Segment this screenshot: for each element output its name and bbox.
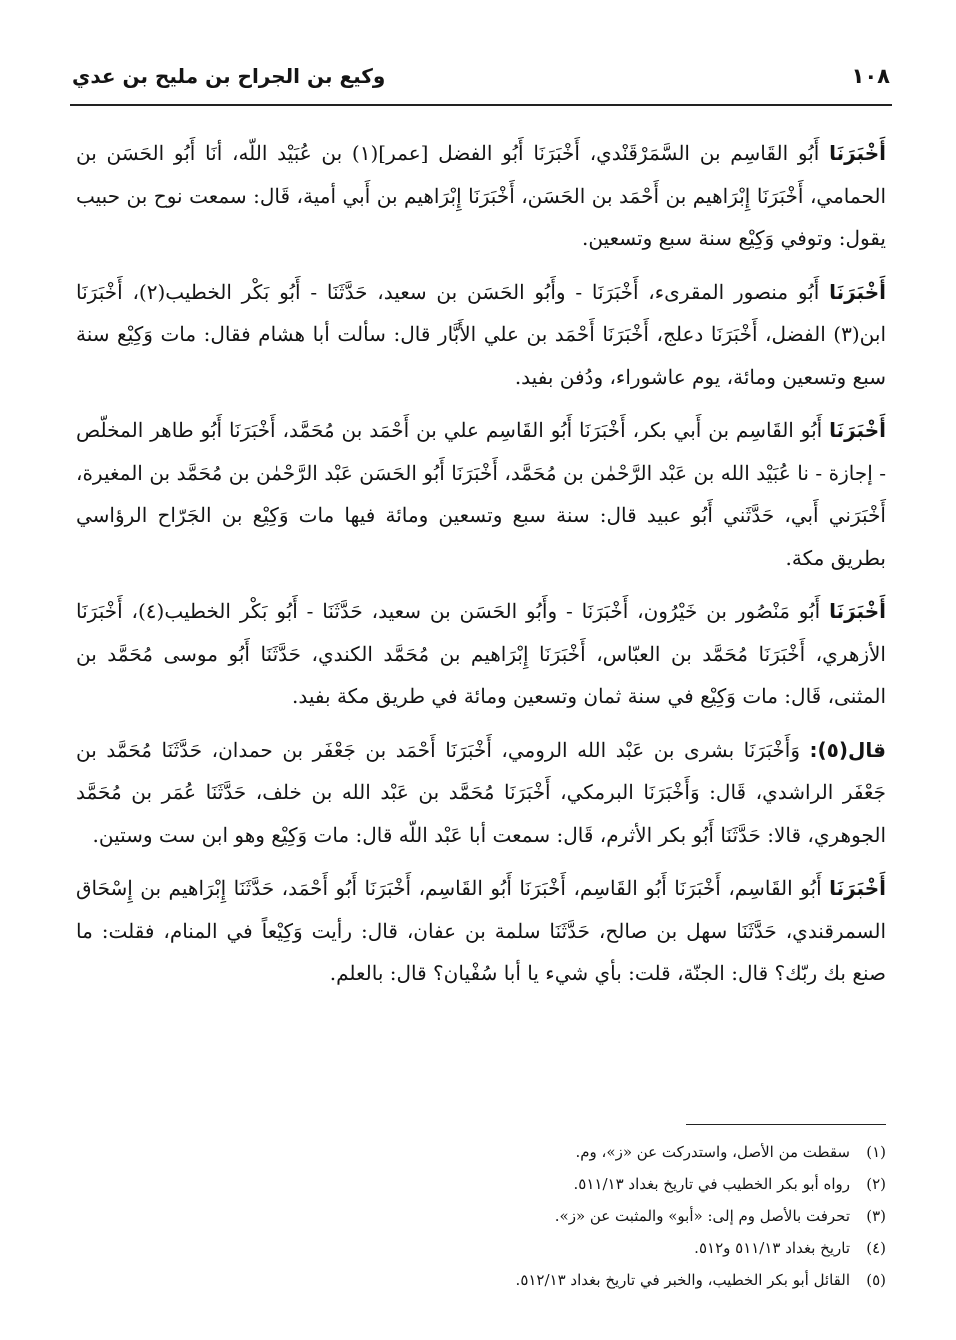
footnote-number: (٣) bbox=[866, 1207, 886, 1225]
paragraph-text: وَأَخْبَرَنَا بشرى بن عَبْد الله الرومي، أَخْبَرَنَا أَحْمَد بن جَعْفَر بن حمدان، حَدَّثَنَا مُحَمَّد بن جَعْفَر الراشدي، قَال: وَأَخْبَرَنَا البرمكي، أَخْبَرَنَا مُحَمَّد بن عَبْد الله بن خلف، حَدَّثَنَا عُمَر بن مُحَمَّد الجوهري، قالا: حَدَّثَنَا أَبُو بكر الأثرم، قَال: سمعت أبا عَبْد اللّه قال: مات وَكِيْع وهو ابن ست وستين. bbox=[76, 737, 886, 847]
footnotes bbox=[76, 1136, 886, 1296]
paragraph-lead: أَخْبَرَنَا bbox=[829, 599, 886, 623]
footnote-text: القائل أبو بكر الخطيب، والخبر في تاريخ بغداد ٥١٢/١٣. bbox=[515, 1271, 850, 1289]
paragraph-lead: أَخْبَرَنَا bbox=[829, 279, 886, 304]
main-text bbox=[76, 132, 886, 1006]
header-rule bbox=[70, 104, 892, 106]
footnote-3 bbox=[76, 1200, 886, 1232]
footnote-number: (١) bbox=[866, 1143, 886, 1161]
footnote-number: (٥) bbox=[866, 1271, 886, 1289]
footnote-text: سقطت من الأصل، واستدركت عن «ز»، وم. bbox=[575, 1143, 850, 1161]
page-number: ١٠٨ bbox=[851, 64, 890, 88]
footnote-number: (٤) bbox=[866, 1239, 886, 1257]
paragraph-6 bbox=[76, 867, 886, 995]
paragraph-lead: أَخْبَرَنَا bbox=[829, 418, 886, 442]
footnote-number: (٢) bbox=[866, 1175, 886, 1193]
footnote-separator bbox=[686, 1124, 886, 1125]
paragraph-text: أَبُو القَاسِم بن السَّمَرْقَنْدي، أَخْبَرَنَا أَبُو الفضل [عمر](١) بن عُبَيْد اللّه، أنَا أَبُو الحَسَن بن الحمامي، أَخْبَرَنَا إِبْرَاهيم بن أَحْمَد بن الحَسَن، أَخْبَرَنَا إِبْرَاهيم بن أَبي أمية، قَال: سمعت نوح بن حبيب يقول: وتوفي وَكِيْع سنة سبع وتسعين. bbox=[76, 141, 886, 250]
footnote-4 bbox=[76, 1232, 886, 1264]
paragraph-3 bbox=[76, 409, 886, 579]
footnote-5 bbox=[76, 1264, 886, 1296]
page-header bbox=[72, 58, 890, 98]
footnote-2 bbox=[76, 1168, 886, 1200]
paragraph-1 bbox=[76, 132, 886, 260]
footnote-text: تاريخ بغداد ٥١١/١٣ و٥١٢. bbox=[694, 1239, 850, 1257]
paragraph-4 bbox=[76, 590, 886, 718]
paragraph-text: أَبُو القَاسِم بن أَبي بكر، أَخْبَرَنَا أَبُو القَاسِم علي بن أَحْمَد بن مُحَمَّد، أَخْبَرَنَا أَبُو طاهر المخلّص - إجازة - نا عُبَيْد الله بن عَبْد الرَّحْمٰن بن مُحَمَّد، أَخْبَرَنَا أَبُو الحَسَن عَبْد الرَّحْمٰن بن مُحَمَّد بن المغيرة، أَخْبَرَني أَبي، حَدَّثَني أَبُو عبيد قال: سنة سبع وتسعين ومائة فيها مات وَكِيْع بن الجَرّاح الرؤاسي بطريق مكة. bbox=[76, 418, 886, 570]
paragraph-text: أَبُو منصور المقرىء، أَخْبَرَنَا - وأَبُو الحَسَن بن سعيد، حَدَّثَنَا - أَبُو بَكْر الخطيب(٢)، أَخْبَرَنَا ابن(٣) الفضل، أَخْبَرَنَا دعلج، أَخْبَرَنَا أَحْمَد بن علي الأَبَّار قال: سألت أبا هشام فقال: مات وَكِيْع سنة سبع وتسعين ومائة، يوم عاشوراء، ودُفن بفيد. bbox=[76, 279, 886, 389]
footnote-text: تحرفت بالأصل وم إلى: «أبو» والمثبت عن «ز». bbox=[554, 1207, 850, 1225]
footnote-1 bbox=[76, 1136, 886, 1168]
paragraph-lead: أَخْبَرَنَا bbox=[829, 141, 886, 165]
paragraph-2 bbox=[76, 271, 886, 399]
paragraph-text: أَبُو القَاسِم، أَخْبَرَنَا أَبُو القَاسِم، أَخْبَرَنَا أَبُو القَاسِم، أَخْبَرَنَا أَبُو أَحْمَد، حَدَّثَنَا إِبْرَاهيم بن إِسْحَاق السمرقندي، حَدَّثَنَا سهل بن صالح، حَدَّثَنَا سلمة بن عفان، قال: رأيت وَكِيْعاً في المنام، فقلت: ما صنع بك ربّك؟ قال: الجنّة، قلت: بأي شيء يا أبا سُفْيان؟ قال: بالعلم. bbox=[76, 876, 886, 985]
running-title: وكيع بن الجراح بن مليح بن عدي bbox=[72, 64, 386, 88]
paragraph-lead: أَخْبَرَنَا bbox=[829, 876, 886, 900]
paragraph-lead: قال(٥): bbox=[809, 737, 886, 762]
footnote-text: رواه أبو بكر الخطيب في تاريخ بغداد ٥١١/١٣. bbox=[573, 1175, 850, 1193]
paragraph-5 bbox=[76, 729, 886, 857]
paragraph-text: أَبُو مَنْصُور بن خَيْرُون، أَخْبَرَنَا - وأَبُو الحَسَن بن سعيد، حَدَّثَنَا - أَبُو بَكْر الخطيب(٤)، أَخْبَرَنَا الأزهري، أَخْبَرَنَا مُحَمَّد بن العبّاس، أَخْبَرَنَا إِبْرَاهيم بن مُحَمَّد الكندي، حَدَّثَنَا أَبُو موسى مُحَمَّد بن المثنى، قَال: مات وَكِيْع في سنة ثمان وتسعين ومائة في طريق مكة بفيد. bbox=[76, 599, 886, 708]
